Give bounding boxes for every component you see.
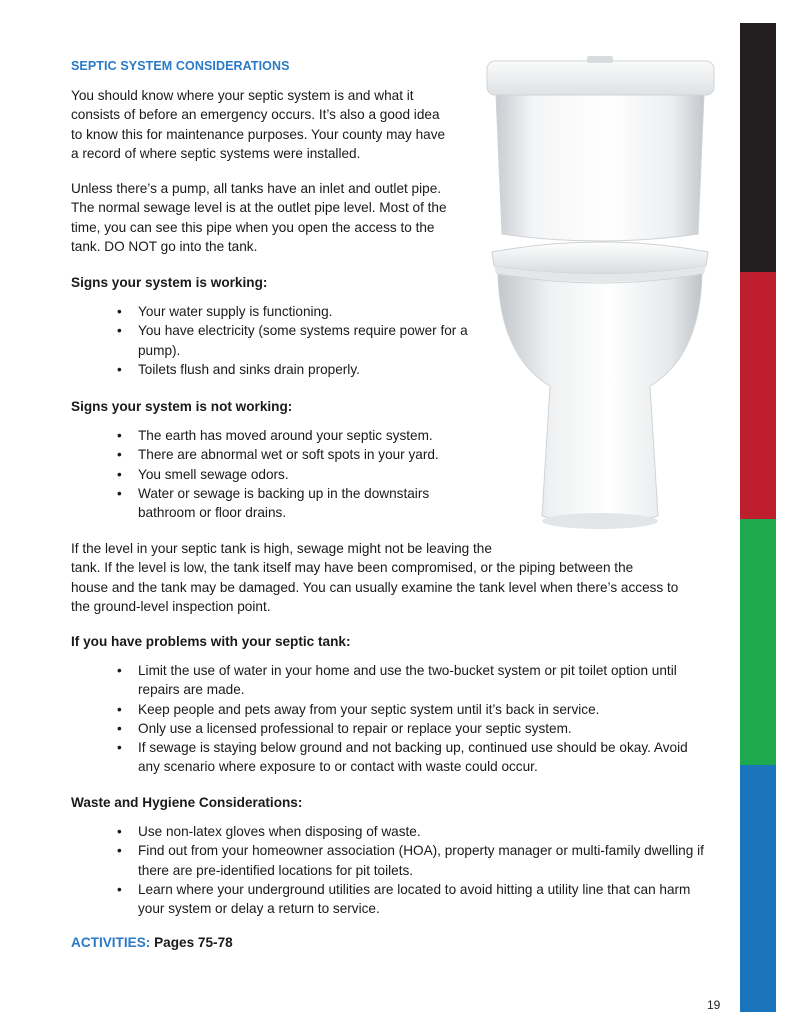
problems-heading: If you have problems with your septic tank:: [71, 634, 351, 649]
color-bar-red: [740, 272, 776, 519]
list-item: • Use non-latex gloves when disposing of waste.: [113, 822, 709, 841]
paragraph-line: Unless there’s a pump, all tanks have an inlet and outlet pipe.: [71, 181, 442, 196]
list-item: • Your water supply is functioning.: [113, 302, 485, 321]
paragraph-line: to know this for maintenance purposes. Your county may have: [71, 126, 446, 142]
page-number: 19: [707, 998, 721, 1012]
color-bar-green: [740, 519, 776, 765]
section-title: SEPTIC SYSTEM CONSIDERATIONS: [71, 59, 290, 73]
working-list: [113, 302, 485, 379]
pipe-paragraph: [71, 179, 447, 256]
list-item: • Find out from your homeowner association (HOA), property manager or multi-family dwelling if there are pre-identified locations for pit toilets.: [113, 841, 709, 880]
paragraph-line: The normal sewage level is at the outlet pipe level. Most of the: [71, 200, 447, 216]
not-working-list: [113, 426, 473, 522]
list-item: • Only use a licensed professional to repair or replace your septic system.: [113, 719, 709, 738]
toilet-bowl: [498, 274, 702, 529]
paragraph-line: You should know where your septic system is and what it: [71, 88, 414, 103]
toilet-illustration: [480, 56, 720, 536]
problems-list: [113, 661, 709, 777]
paragraph-line: tank. If the level is low, the tank itself may have been compromised, or the piping between the: [71, 560, 634, 576]
paragraph-line: tank. DO NOT go into the tank.: [71, 238, 258, 254]
list-item: • The earth has moved around your septic system.: [113, 426, 473, 445]
list-item: • If sewage is staying below ground and not backing up, continued use should be okay. Avoid any scenario where exposure to or contact with waste could occur.: [113, 738, 709, 777]
paragraph-line: house and the tank may be damaged. You can usually examine the tank level when there’s access to: [71, 579, 679, 595]
working-heading: Signs your system is working:: [71, 275, 268, 290]
intro-paragraph: [71, 86, 445, 163]
paragraph-line: the ground-level inspection point.: [71, 598, 271, 614]
color-bar-black: [740, 23, 776, 272]
toilet-tank: [487, 56, 714, 241]
list-item: • Limit the use of water in your home and use the two-bucket system or pit toilet option until repairs are made.: [113, 661, 709, 700]
activities-line: [71, 935, 233, 950]
activities-label: ACTIVITIES:: [71, 935, 151, 950]
list-item: • Keep people and pets away from your septic system until it’s back in service.: [113, 700, 709, 719]
list-item: • There are abnormal wet or soft spots in your yard.: [113, 445, 473, 464]
level-paragraph: [71, 539, 721, 616]
waste-heading: Waste and Hygiene Considerations:: [71, 795, 303, 810]
toilet-seat: [492, 242, 708, 282]
list-item: • Toilets flush and sinks drain properly.: [113, 360, 485, 379]
list-item: • Learn where your underground utilities are located to avoid hitting a utility line that can harm your system or delay a return to service.: [113, 880, 709, 919]
not-working-heading: Signs your system is not working:: [71, 399, 293, 414]
list-item: • You smell sewage odors.: [113, 465, 473, 484]
activities-pages: Pages 75-78: [154, 935, 233, 950]
paragraph-line: consists of before an emergency occurs. It’s also a good idea: [71, 107, 440, 123]
paragraph-line: time, you can see this pipe when you open the access to the: [71, 219, 435, 235]
list-item: • Water or sewage is backing up in the downstairs bathroom or floor drains.: [113, 484, 473, 523]
waste-list: [113, 822, 709, 918]
paragraph-line: If the level in your septic tank is high, sewage might not be leaving the: [71, 541, 492, 556]
color-bar-blue: [740, 765, 776, 1012]
list-item: • You have electricity (some systems require power for a pump).: [113, 321, 485, 360]
paragraph-line: a record of where septic systems were installed.: [71, 145, 361, 161]
